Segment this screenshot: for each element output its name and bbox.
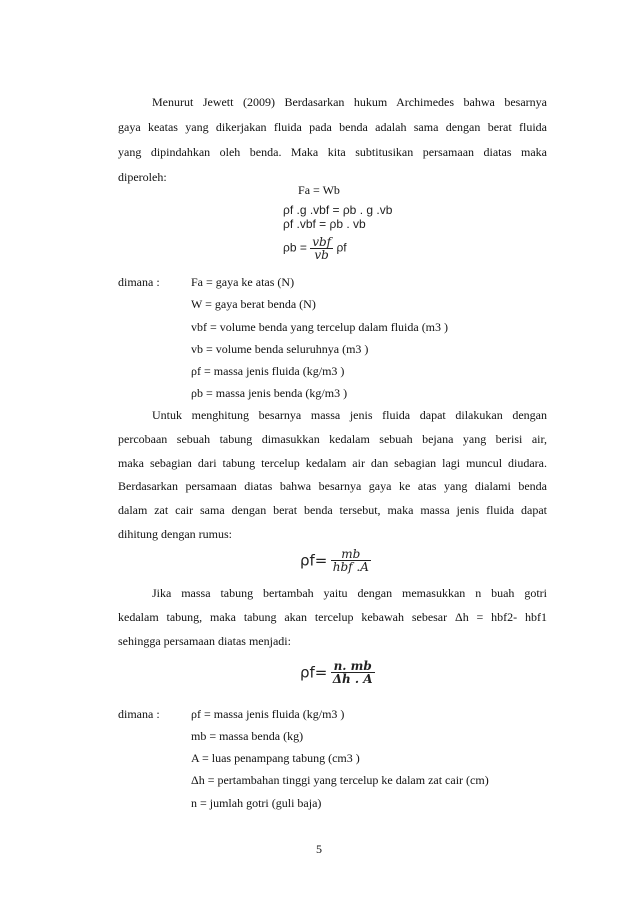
- formula2-den: Δh . A: [332, 672, 373, 686]
- para1-line-3: yang dipindahkan oleh benda. Maka kita subtitusikan persamaan diatas maka: [118, 145, 547, 159]
- eq-frac-num: vbf: [312, 235, 332, 249]
- para3-line-3: sehingga persamaan diatas menjadi:: [118, 634, 291, 648]
- formula1-den: hbf .A: [332, 560, 369, 574]
- definition-item: Fa = gaya ke atas (N): [191, 275, 295, 289]
- formula2-num: n. mb: [331, 660, 375, 673]
- definitions2-label: dimana :: [118, 707, 160, 721]
- formula1-lhs: ρf=: [300, 551, 328, 570]
- para2-line-2: percobaan sebuah tabung dimasukkan kedalam sebuah bejana yang berisi air,: [118, 432, 547, 446]
- formula2-frac: [331, 660, 375, 685]
- definition-item: mb = massa benda (kg): [191, 729, 304, 743]
- para3-line-1: Jika massa tabung bertambah yaitu dengan memasukkan n buah gotri: [152, 586, 547, 600]
- page-number: 5: [316, 842, 322, 856]
- para1-line-1: Menurut Jewett (2009) Berdasarkan hukum Archimedes bahwa besarnya: [152, 95, 547, 109]
- definition-item: ρf = massa jenis fluida (kg/m3 ): [191, 364, 345, 378]
- definition-item: vbf = volume benda yang tercelup dalam fluida (m3 ): [191, 320, 449, 334]
- equation-derivation-1: ρf .g .vbf = ρb . g .vb: [283, 203, 393, 217]
- para1-line-2: gaya keatas yang dikerjakan fluida pada benda adalah sama dengan berat fluida: [118, 120, 547, 134]
- definition-item: W = gaya berat benda (N): [191, 297, 316, 311]
- formula-density-gotri: [300, 660, 375, 685]
- definitions1-label: dimana :: [118, 275, 160, 289]
- eq-frac: [310, 236, 333, 261]
- definition-item: A = luas penampang tabung (cm3 ): [191, 751, 360, 765]
- formula-density: [300, 548, 371, 573]
- para2-line-1: Untuk menghitung besarnya massa jenis fluida dapat dilakukan dengan: [152, 408, 547, 422]
- definition-item: Δh = pertambahan tinggi yang tercelup ke dalam zat cair (cm): [191, 773, 489, 787]
- equation-density-fraction: [283, 236, 347, 261]
- equation-derivation-2: ρf .vbf = ρb . vb: [283, 217, 366, 231]
- definition-item: vb = volume benda seluruhnya (m3 ): [191, 342, 369, 356]
- eq-frac-lhs: ρb =: [283, 240, 307, 255]
- definition-item: ρf = massa jenis fluida (kg/m3 ): [191, 707, 345, 721]
- para1-line-4: diperoleh:: [118, 170, 167, 184]
- formula1-frac: [331, 548, 371, 573]
- equation-main: Fa = Wb: [298, 183, 340, 197]
- eq-frac-den: vb: [314, 248, 329, 262]
- para3-line-2: kedalam tabung, maka tabung akan tercelup kebawah sebesar Δh = hbf2- hbf1: [118, 610, 547, 624]
- formula2-lhs: ρf=: [300, 663, 328, 682]
- formula1-num: mb: [331, 548, 371, 561]
- definition-item: n = jumlah gotri (guli baja): [191, 796, 322, 810]
- para2-line-6: dihitung dengan rumus:: [118, 527, 232, 541]
- para2-line-4: Berdasarkan persamaan diatas bahwa besarnya gaya ke atas yang dialami benda: [118, 479, 547, 493]
- para2-line-3: maka sebagian dari tabung tercelup kedalam air dan sebagian lagi muncul diudara.: [118, 456, 547, 470]
- definition-item: ρb = massa jenis benda (kg/m3 ): [191, 386, 348, 400]
- eq-frac-rhs: ρf: [336, 240, 347, 255]
- para2-line-5: dalam zat cair sama dengan berat benda tersebut, maka massa jenis fluida dapat: [118, 503, 547, 517]
